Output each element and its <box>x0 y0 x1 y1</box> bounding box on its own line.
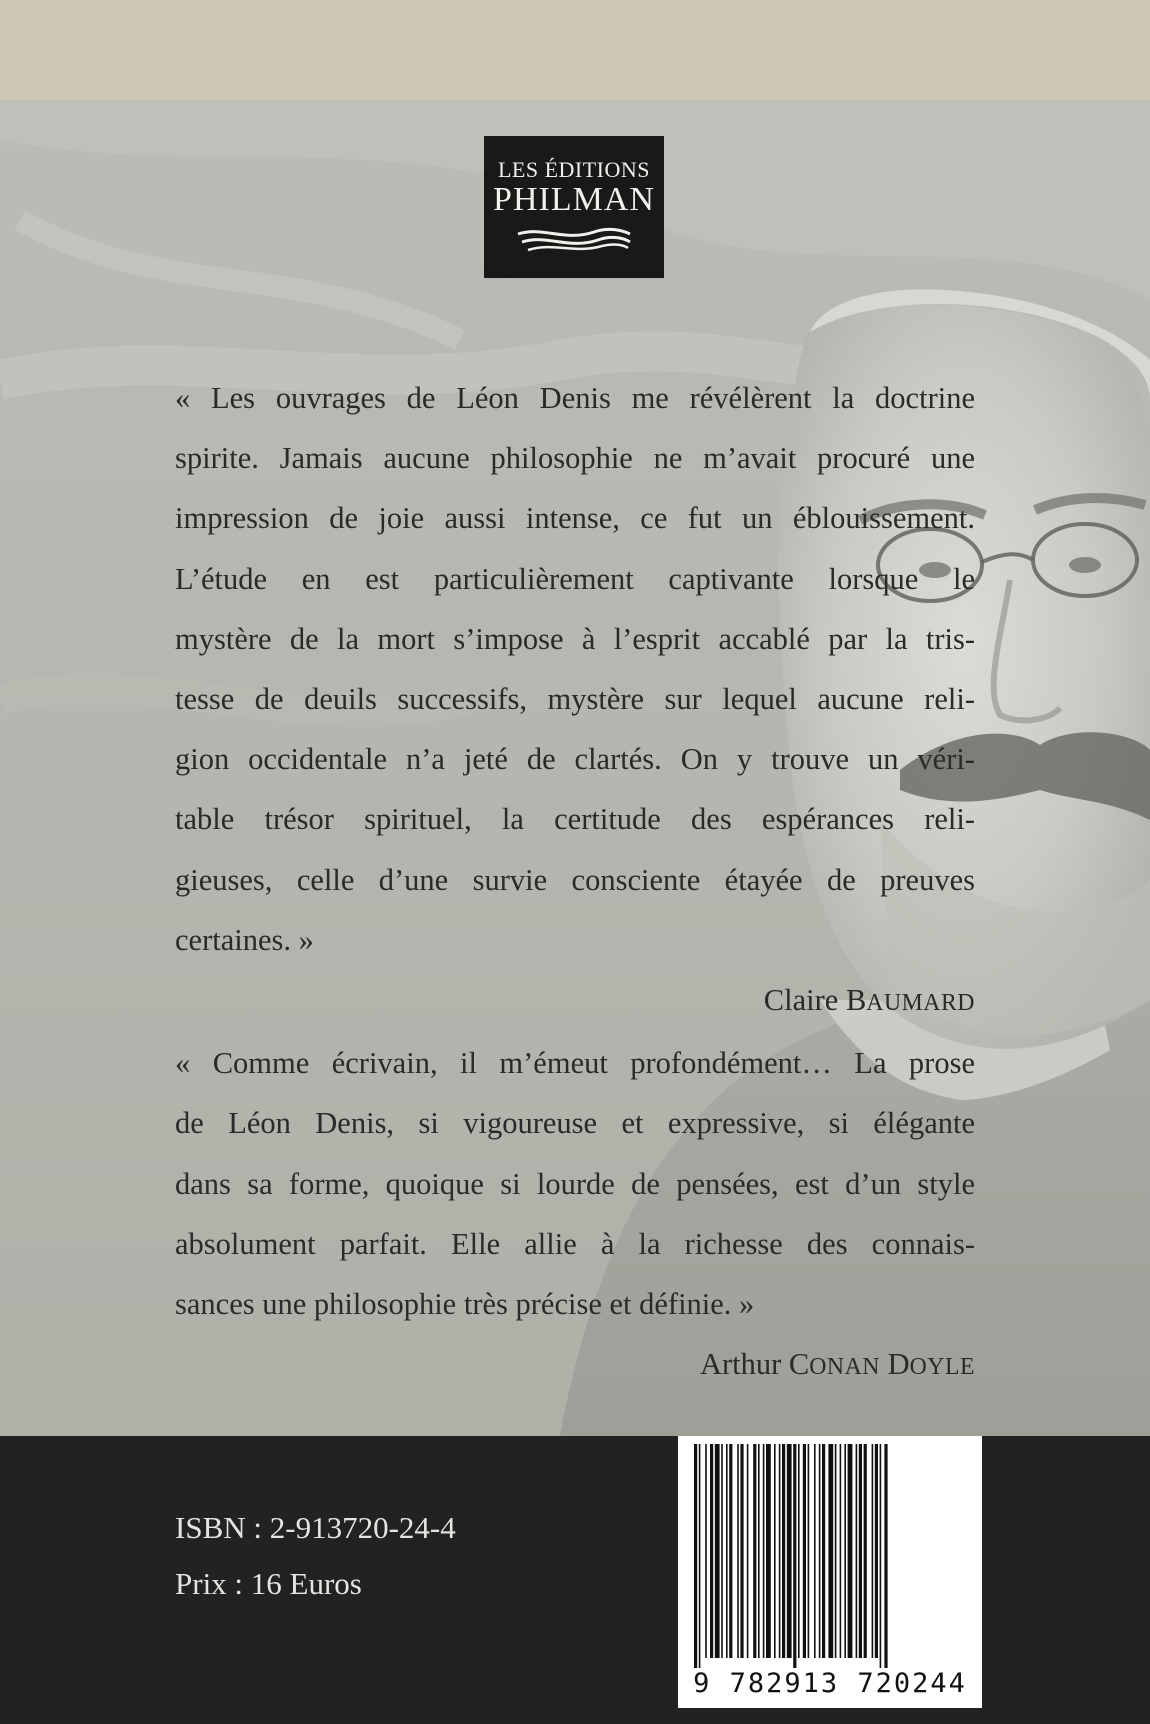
barcode-bar <box>872 1444 874 1658</box>
barcode-bar <box>747 1444 749 1658</box>
quote-claire-baumard <box>175 368 975 970</box>
barcode-bar <box>758 1444 760 1658</box>
barcode-bar <box>828 1444 833 1658</box>
logo-line-philman: PHILMAN <box>493 181 655 218</box>
barcode-bar <box>705 1444 707 1658</box>
isbn-label: ISBN : 2-913720-24-4 <box>175 1510 456 1545</box>
quote-line: « Comme écrivain, il m’émeut profondément… La prose <box>175 1046 975 1081</box>
book-info <box>175 1500 456 1612</box>
barcode-bar <box>766 1444 771 1658</box>
barcode-bar <box>737 1444 739 1658</box>
barcode-bar <box>699 1444 701 1668</box>
author-word3-initial: D <box>887 1347 910 1382</box>
barcode-digits: 9 782913 720244 <box>688 1668 972 1699</box>
quote-line: « Les ouvrages de Léon Denis me révélèrent la doctrine <box>175 381 975 415</box>
author-first-name: Arthur <box>699 1347 782 1382</box>
barcode-bar <box>721 1444 723 1658</box>
barcode-bar <box>859 1444 862 1658</box>
author-word3-rest: OYLE <box>909 1354 975 1381</box>
barcode-bar <box>835 1444 837 1658</box>
barcode-bar <box>782 1444 785 1658</box>
barcode-bar <box>819 1444 821 1658</box>
author-claire-baumard <box>175 970 975 1033</box>
publisher-logo <box>484 136 664 278</box>
barcode-bar <box>844 1444 846 1658</box>
barcode-bar <box>740 1444 743 1658</box>
barcode-bar <box>884 1444 887 1668</box>
barcode-bar <box>729 1444 732 1658</box>
quote-line: gion occidentale n’a jeté de clartés. On y trouve un véri- <box>175 742 975 777</box>
barcode-bar <box>864 1444 867 1658</box>
back-cover-text <box>175 368 975 1397</box>
barcode-bar <box>694 1444 697 1668</box>
barcode-bar <box>763 1444 765 1658</box>
quote-line: mystère de la mort s’impose à l’esprit accablé par la tris- <box>175 621 975 656</box>
barcode-bar <box>798 1444 800 1658</box>
quote-line: de Léon Denis, si vigoureuse et expressive, si élégante <box>175 1106 975 1141</box>
quote-line: spirite. Jamais aucune philosophie ne m’avait procuré une <box>175 441 975 476</box>
barcode-bar <box>726 1444 728 1658</box>
quote-line: certaines. » <box>175 922 314 957</box>
waves-icon <box>514 224 634 254</box>
barcode-bar <box>774 1444 776 1658</box>
quote-line: table trésor spirituel, la certitude des espérances reli- <box>175 802 975 837</box>
barcode-bar <box>787 1444 792 1658</box>
author-arthur-conan-doyle <box>175 1334 975 1397</box>
barcode-bars <box>692 1444 968 1668</box>
barcode-bar <box>779 1444 781 1658</box>
quote-line: sances une philosophie très précise et définie. » <box>175 1287 755 1322</box>
logo-line-editions: LES ÉDITIONS <box>497 157 651 182</box>
price-label: Prix : 16 Euros <box>175 1566 362 1601</box>
barcode-bar <box>875 1444 878 1658</box>
author-word2-rest: ONAN <box>809 1354 880 1381</box>
quote-line: dans sa forme, quoique si lourde de pensées, est d’un style <box>175 1166 975 1201</box>
author-word2-initial: C <box>788 1347 810 1382</box>
author-last-rest: AUMARD <box>866 990 975 1017</box>
barcode-bar <box>822 1444 825 1658</box>
quote-line: L’étude en est particulièrement captivante lorsque le <box>175 561 975 596</box>
barcode-bar <box>880 1444 882 1668</box>
barcode-bar <box>715 1444 720 1658</box>
barcode-bar <box>753 1444 756 1658</box>
barcode-bar <box>803 1444 806 1658</box>
barcode-bar <box>814 1444 816 1658</box>
quote-arthur-conan-doyle <box>175 1033 975 1334</box>
barcode <box>678 1436 982 1708</box>
quote-line: tesse de deuils successifs, mystère sur lequel aucune reli- <box>175 682 975 717</box>
barcode-bar <box>856 1444 858 1658</box>
barcode-bar <box>808 1444 810 1658</box>
top-band <box>0 0 1150 100</box>
barcode-bar <box>710 1444 713 1658</box>
author-first-name: Claire <box>763 983 839 1018</box>
quote-line: impression de joie aussi intense, ce fut un éblouissement. <box>175 501 975 536</box>
quote-line: gieuses, celle d’une survie consciente étayée de preuves <box>175 862 975 897</box>
barcode-bar <box>848 1444 853 1658</box>
barcode-bar <box>793 1444 796 1668</box>
quote-line: absolument parfait. Elle allie à la richesse des connais- <box>175 1226 975 1261</box>
author-last-initial: B <box>845 983 867 1018</box>
barcode-bar <box>840 1444 842 1658</box>
